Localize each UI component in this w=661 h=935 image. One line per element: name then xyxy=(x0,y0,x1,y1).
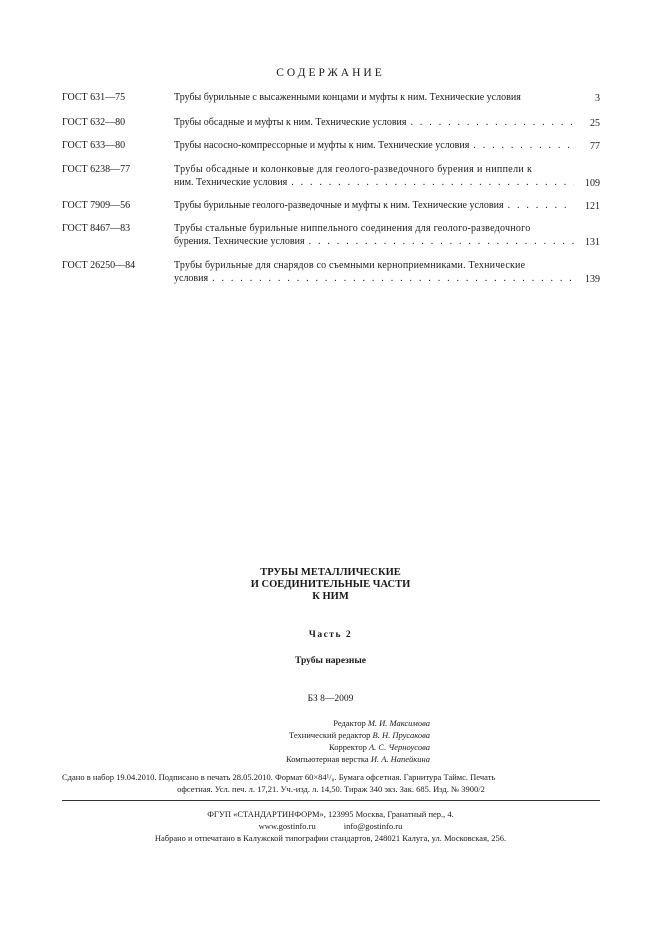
credit-tech-editor xyxy=(190,729,430,741)
publisher-address: ФГУП «СТАНДАРТИНФОРМ», 123995 Москва, Гранатный пер., 4. xyxy=(207,809,454,819)
toc-entry-code: ГОСТ 6238—77 xyxy=(62,164,131,175)
toc-entry[interactable] xyxy=(62,140,600,153)
toc-leader-dots xyxy=(291,177,574,190)
toc-entry-code: ГОСТ 7909—56 xyxy=(62,200,131,211)
toc-entry-title xyxy=(174,140,574,153)
toc-entry[interactable] xyxy=(62,260,600,286)
credit-role: Корректор xyxy=(328,742,367,752)
toc-entry-page: 139 xyxy=(585,273,600,285)
imprint xyxy=(62,771,600,795)
toc-entry-title xyxy=(174,200,574,213)
toc-entry-title-line: ним. Технические условия xyxy=(174,176,288,188)
toc-entry-page: 77 xyxy=(590,140,600,152)
credit-proofreader xyxy=(190,741,430,753)
toc-entry-page: 109 xyxy=(585,177,600,189)
toc-entry[interactable] xyxy=(62,200,600,213)
toc-entry-page: 3 xyxy=(595,92,600,104)
toc-entry-title-line: бурения. Технические условия xyxy=(174,235,305,247)
toc-entry-title-line: Трубы бурильные для снарядов со съемными керноприемниками. Технические xyxy=(174,260,526,271)
toc-entry-title-line: Трубы бурильные геолого-разведочные и муфты к ним. Технические условия xyxy=(174,200,504,211)
toc-entry[interactable] xyxy=(62,223,600,249)
toc-leader-dots xyxy=(508,200,574,213)
credit-layout xyxy=(190,753,430,765)
toc-entry-code: ГОСТ 8467—83 xyxy=(62,223,131,234)
toc-entry-title xyxy=(174,260,574,285)
toc-entry-title xyxy=(174,223,574,248)
toc-entry-title-line: Трубы насосно-компрессорные и муфты к ним. Технические условия xyxy=(174,140,470,151)
toc-entry[interactable] xyxy=(62,164,600,190)
toc-entry-title-line: Трубы бурильные с высаженными концами и муфты к ним. Технические условия xyxy=(174,92,521,103)
toc-leader-dots xyxy=(411,117,575,130)
book-title-line: И СОЕДИНИТЕЛЬНЫЕ ЧАСТИ xyxy=(250,579,411,590)
toc-entry-code: ГОСТ 26250—84 xyxy=(62,260,136,271)
toc-entry-title-line: Трубы обсадные и муфты к ним. Технические условия xyxy=(174,117,407,128)
toc-entry-page: 121 xyxy=(585,200,600,212)
part-label: Часть 2 xyxy=(308,630,353,640)
divider xyxy=(62,800,600,801)
credit-editor xyxy=(190,717,430,729)
credit-name: В. Н. Прусакова xyxy=(372,730,430,740)
toc-entry-title xyxy=(174,117,574,130)
credit-role: Редактор xyxy=(333,718,366,728)
publisher-contacts xyxy=(0,820,661,832)
imprint-line: офсетная. Усл. печ. л. 17,21. Уч.-изд. л. 14,50. Тираж 340 экз. Зак. 685. Изд. № 3900/2 xyxy=(177,784,485,794)
toc-entry-title-line: условия xyxy=(174,272,209,284)
toc-leader-dots xyxy=(212,273,574,286)
toc-leader-dots xyxy=(309,236,574,249)
credit-role: Технический редактор xyxy=(289,730,371,740)
subtitle: Трубы нарезные xyxy=(295,656,366,666)
toc-entry-code: ГОСТ 633—80 xyxy=(62,140,126,151)
toc-entry-title-line: Трубы стальные бурильные ниппельного соединения для геолого-разведочного xyxy=(174,223,531,234)
credit-name: М. И. Максимова xyxy=(367,718,430,728)
toc-entry-title-line: Трубы обсадные и колонковые для геолого-разведочного бурения и ниппели к xyxy=(174,164,533,175)
printer-info: Набрано и отпечатано в Калужской типографии стандартов, 248021 Калуга, ул. Московская, 256. xyxy=(154,833,507,843)
toc-entry[interactable] xyxy=(62,92,600,105)
book-title-line: ТРУБЫ МЕТАЛЛИЧЕСКИЕ xyxy=(260,567,401,578)
imprint-line: Сдано в набор 19.04.2010. Подписано в печать 28.05.2010. Формат 60×84¹/₈. Бумага офсетная. Гарнитура Таймс. Печать xyxy=(62,772,496,782)
toc-entry-page: 131 xyxy=(585,236,600,248)
bz-code: БЗ 8—2009 xyxy=(307,694,354,704)
toc-entry-page: 25 xyxy=(590,117,600,129)
credit-name: И. А. Напейкина xyxy=(370,754,430,764)
credit-role: Компьютерная верстка xyxy=(285,754,369,764)
toc-entry-title xyxy=(174,92,574,105)
toc-leader-dots xyxy=(473,140,574,153)
credit-name: А. С. Черноусова xyxy=(368,742,430,752)
publisher-web-link[interactable]: www.gostinfo.ru xyxy=(258,821,316,831)
book-title xyxy=(0,567,661,603)
publisher-email-link[interactable]: info@gostinfo.ru xyxy=(343,821,403,831)
toc-entry-code: ГОСТ 632—80 xyxy=(62,117,126,128)
book-title-line: К НИМ xyxy=(312,591,349,602)
toc-heading: СОДЕРЖАНИЕ xyxy=(276,67,385,79)
toc-entry-code: ГОСТ 631—75 xyxy=(62,92,126,103)
toc-entry-title xyxy=(174,164,574,189)
toc-entry[interactable] xyxy=(62,117,600,130)
